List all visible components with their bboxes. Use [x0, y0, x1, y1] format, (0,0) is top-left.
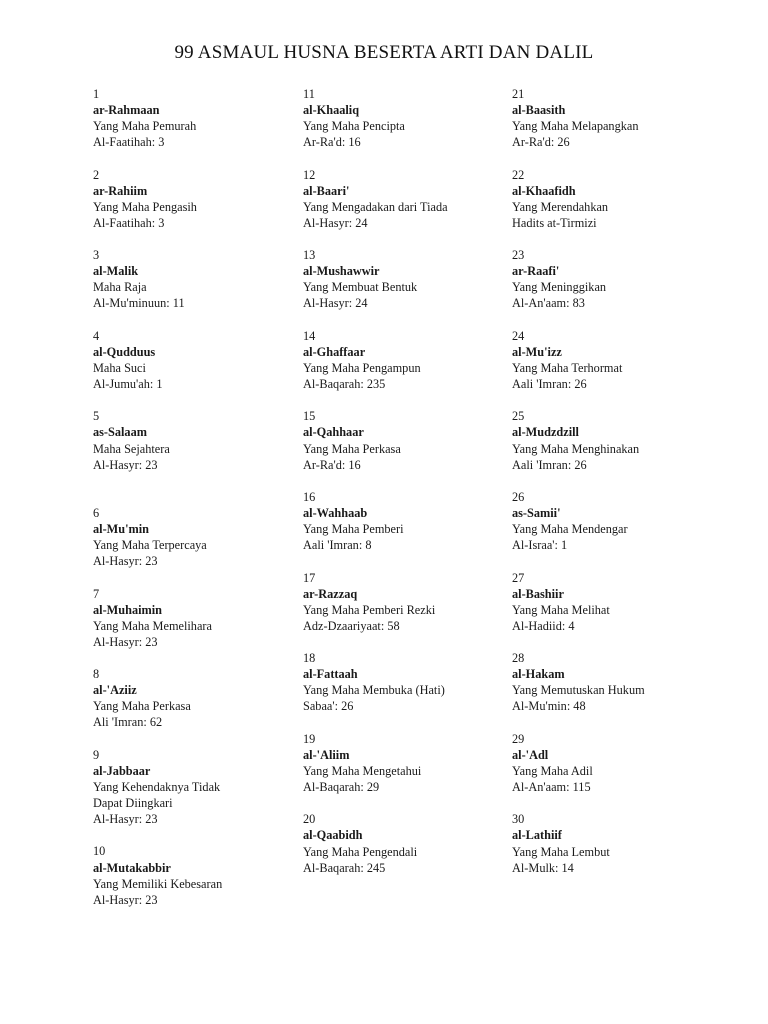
entry-name: as-Salaam — [93, 425, 147, 440]
entry-name: al-Qaabidh — [303, 828, 363, 843]
entry-source: Al-Hadiid: 4 — [512, 618, 575, 633]
entry-number: 29 — [512, 731, 525, 746]
entry-source: Al-An'aam: 83 — [512, 296, 585, 311]
name-entry — [303, 731, 503, 812]
name-entry — [303, 570, 503, 651]
entry-number: 10 — [93, 844, 106, 859]
entry-meaning: Yang Meninggikan — [512, 280, 607, 295]
entry-name: al-Baari' — [303, 183, 350, 198]
entry-name: al-Fattaah — [303, 667, 358, 682]
entry-meaning: Yang Membuat Bentuk — [303, 280, 418, 295]
name-entry — [93, 167, 293, 248]
entry-meaning: Yang Maha Membuka (Hati) — [303, 683, 445, 698]
name-entry — [512, 650, 712, 731]
entry-source: Al-Faatihah: 3 — [93, 215, 165, 230]
entry-meaning: Yang Maha Mengetahui — [303, 763, 422, 778]
entry-number: 11 — [303, 87, 315, 101]
name-entry — [93, 328, 293, 409]
name-entry — [512, 328, 712, 409]
entry-meaning: Yang Maha Pengampun — [303, 360, 421, 375]
entry-number: 1 — [93, 87, 100, 101]
entry-name: ar-Raafi' — [512, 264, 560, 279]
name-entry — [303, 408, 503, 489]
name-entry — [93, 666, 293, 747]
entry-source: Aali 'Imran: 26 — [512, 457, 587, 472]
entry-meaning: Yang Maha Pemberi — [303, 522, 404, 537]
entry-number: 20 — [303, 812, 316, 827]
entry-source: Ar-Ra'd: 16 — [303, 457, 361, 472]
entry-source: Al-Hasyr: 24 — [303, 215, 368, 230]
entry-meaning: Yang Maha Memelihara — [93, 618, 212, 633]
entry-name: al-Mushawwir — [303, 264, 380, 279]
names-column-1 — [93, 86, 293, 924]
entry-source: Al-Hasyr: 23 — [93, 457, 158, 472]
entry-source: Al-Jumu'ah: 1 — [93, 377, 163, 392]
entry-number: 6 — [93, 505, 100, 520]
entry-source: Al-Hasyr: 23 — [93, 634, 158, 649]
entry-number: 4 — [93, 328, 100, 343]
page-title: 99 ASMAUL HUSNA BESERTA ARTI DAN DALIL — [174, 42, 594, 63]
entry-source: Al-Baqarah: 245 — [303, 860, 386, 875]
name-entry — [512, 731, 712, 812]
entry-meaning: Yang Maha Perkasa — [93, 699, 191, 714]
entry-number: 22 — [512, 167, 525, 182]
entry-number: 9 — [93, 747, 100, 762]
name-entry — [93, 843, 293, 924]
entry-name: al-Jabbaar — [93, 763, 151, 778]
entry-number: 24 — [512, 328, 525, 343]
name-entry — [303, 328, 503, 409]
entry-meaning: Yang Maha Melihat — [512, 602, 610, 617]
name-entry — [512, 489, 712, 570]
entry-source: Al-Hasyr: 23 — [93, 554, 158, 569]
entry-source: Al-Hasyr: 24 — [303, 296, 368, 311]
entry-meaning: Yang Kehendaknya Tidak — [93, 779, 221, 794]
name-entry — [303, 650, 503, 731]
name-entry — [303, 247, 503, 328]
entry-meaning-continued: Dapat Diingkari — [93, 796, 173, 811]
entry-meaning: Yang Maha Pemberi Rezki — [303, 602, 436, 617]
entry-number: 3 — [93, 248, 100, 263]
entry-meaning: Yang Maha Lembut — [512, 844, 610, 859]
name-entry — [512, 167, 712, 248]
name-entry — [93, 586, 293, 667]
entry-number: 7 — [93, 586, 100, 601]
entry-number: 26 — [512, 489, 525, 504]
entry-number: 18 — [303, 651, 316, 666]
entry-number: 5 — [93, 409, 100, 424]
entry-name: al-'Aliim — [303, 747, 350, 762]
entry-name: al-Bashiir — [512, 586, 564, 601]
name-entry — [512, 570, 712, 651]
name-entry — [512, 247, 712, 328]
names-column-2 — [303, 86, 503, 892]
entry-number: 30 — [512, 812, 525, 827]
entry-name: as-Samii' — [512, 506, 561, 521]
entry-meaning: Yang Maha Adil — [512, 763, 593, 778]
entry-source: Hadits at-Tirmizi — [512, 215, 597, 230]
entry-source: Ar-Ra'd: 26 — [512, 135, 570, 150]
entry-meaning: Yang Memiliki Kebesaran — [93, 876, 223, 891]
entry-name: al-Mutakabbir — [93, 860, 171, 875]
name-entry — [93, 747, 293, 844]
name-entry — [303, 167, 503, 248]
name-entry — [303, 811, 503, 892]
names-column-3 — [512, 86, 712, 892]
entry-meaning: Yang Maha Mendengar — [512, 522, 628, 537]
entry-source: Sabaa': 26 — [303, 699, 354, 714]
name-entry — [303, 86, 503, 167]
entry-meaning: Yang Maha Pengasih — [93, 199, 197, 214]
entry-meaning: Yang Memutuskan Hukum — [512, 683, 645, 698]
entry-source: Al-Baqarah: 29 — [303, 780, 380, 795]
entry-source: Al-An'aam: 115 — [512, 780, 591, 795]
entry-source: Al-Baqarah: 235 — [303, 377, 386, 392]
entry-source: Al-Hasyr: 23 — [93, 812, 158, 827]
entry-source: Ali 'Imran: 62 — [93, 715, 163, 730]
entry-meaning: Maha Suci — [93, 360, 146, 375]
entry-number: 28 — [512, 651, 525, 666]
name-entry — [93, 247, 293, 328]
entry-name: ar-Rahiim — [93, 183, 148, 198]
name-entry — [93, 86, 293, 167]
entry-name: al-Hakam — [512, 667, 565, 682]
entry-number: 14 — [303, 328, 316, 343]
entry-name: al-Khaafidh — [512, 183, 576, 198]
entry-source: Adz-Dzaariyaat: 58 — [303, 618, 400, 633]
entry-meaning: Yang Mengadakan dari Tiada — [303, 199, 448, 214]
entry-meaning: Yang Maha Terhormat — [512, 360, 623, 375]
entry-source: Al-Israa': 1 — [512, 538, 568, 553]
entry-number: 27 — [512, 570, 525, 585]
entry-number: 2 — [93, 167, 100, 182]
entry-source: Ar-Ra'd: 16 — [303, 135, 361, 150]
entry-number: 16 — [303, 489, 316, 504]
entry-name: al-Lathiif — [512, 828, 562, 843]
entry-name: al-Qudduus — [93, 344, 156, 359]
entry-name: al-Ghaffaar — [303, 344, 366, 359]
entry-name: al-Muhaimin — [93, 602, 163, 617]
entry-meaning: Yang Maha Terpercaya — [93, 538, 207, 553]
entry-number: 15 — [303, 409, 316, 424]
entry-name: al-Baasith — [512, 103, 566, 118]
entry-name: ar-Razzaq — [303, 586, 358, 601]
name-entry — [93, 408, 293, 489]
entry-meaning: Yang Maha Pengendali — [303, 844, 418, 859]
entry-meaning: Yang Maha Melapangkan — [512, 119, 639, 134]
entry-number: 12 — [303, 167, 316, 182]
entry-number: 8 — [93, 667, 100, 682]
entry-name: al-Mudzdzill — [512, 425, 579, 440]
entry-name: al-'Aziiz — [93, 683, 137, 698]
name-entry — [512, 408, 712, 489]
name-entry — [512, 86, 712, 167]
entry-meaning: Maha Raja — [93, 280, 147, 295]
entry-source: Al-Mu'minuun: 11 — [93, 296, 185, 311]
entry-name: ar-Rahmaan — [93, 103, 160, 118]
entry-meaning: Yang Maha Pemurah — [93, 119, 197, 134]
entry-number: 13 — [303, 248, 316, 263]
entry-source: Al-Mu'min: 48 — [512, 699, 586, 714]
entry-number: 23 — [512, 248, 525, 263]
entry-source: Al-Hasyr: 23 — [93, 892, 158, 907]
entry-number: 25 — [512, 409, 525, 424]
entry-name: al-'Adl — [512, 747, 549, 762]
entry-source: Aali 'Imran: 26 — [512, 377, 587, 392]
entry-number: 21 — [512, 87, 525, 101]
name-entry — [93, 505, 293, 586]
entry-source: Al-Mulk: 14 — [512, 860, 574, 875]
entry-source: Al-Faatihah: 3 — [93, 135, 165, 150]
entry-meaning: Maha Sejahtera — [93, 441, 170, 456]
entry-name: al-Malik — [93, 264, 139, 279]
entry-name: al-Khaaliq — [303, 103, 360, 118]
name-entry — [512, 811, 712, 892]
entry-name: al-Mu'izz — [512, 344, 562, 359]
entry-number: 17 — [303, 570, 316, 585]
entry-meaning: Yang Maha Pencipta — [303, 119, 405, 134]
entry-name: al-Qahhaar — [303, 425, 364, 440]
entry-name: al-Wahhaab — [303, 506, 368, 521]
entry-source: Aali 'Imran: 8 — [303, 538, 372, 553]
entry-meaning: Yang Maha Perkasa — [303, 441, 401, 456]
entry-meaning: Yang Maha Menghinakan — [512, 441, 640, 456]
entry-number: 19 — [303, 731, 316, 746]
entry-meaning: Yang Merendahkan — [512, 199, 609, 214]
name-entry — [303, 489, 503, 570]
entry-name: al-Mu'min — [93, 522, 150, 537]
